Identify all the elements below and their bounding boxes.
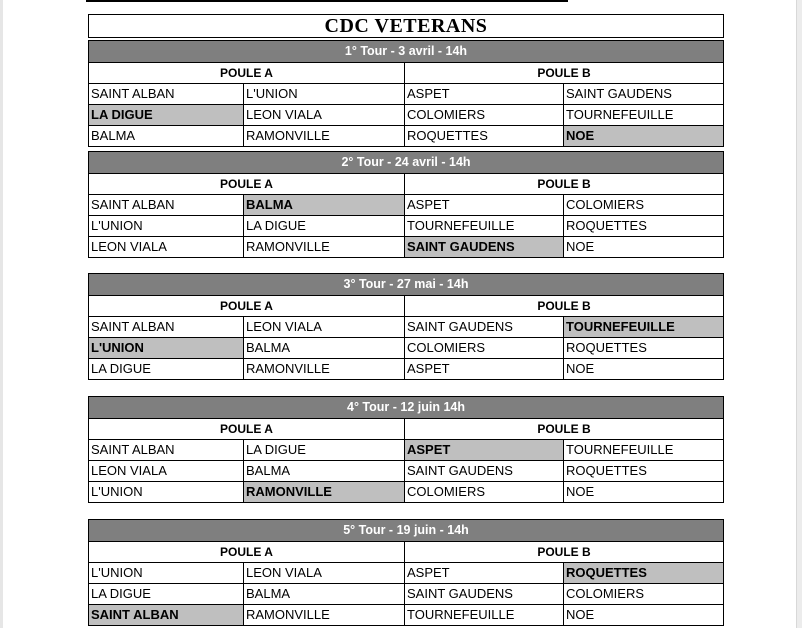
match-row — [89, 84, 723, 105]
match-row — [89, 440, 723, 461]
round-table — [88, 396, 724, 503]
match-row — [89, 195, 723, 216]
team-cell: LEON VIALA — [89, 461, 244, 481]
team-cell: BALMA — [244, 584, 405, 604]
team-cell: SAINT ALBAN — [89, 195, 244, 215]
match-row — [89, 126, 723, 146]
poule-a-label: POULE A — [89, 419, 405, 439]
document-title: CDC VETERANS — [88, 14, 724, 38]
round-header: 4° Tour - 12 juin 14h — [89, 397, 723, 419]
team-cell: BALMA — [89, 126, 244, 146]
match-row — [89, 338, 723, 359]
team-cell: NOE — [566, 239, 595, 254]
team-cell: BALMA — [244, 338, 405, 358]
team-cell: COLOMIERS — [405, 482, 564, 502]
match-row — [89, 563, 723, 584]
team-cell: COLOMIERS — [405, 105, 564, 125]
team-cell: COLOMIERS — [566, 586, 645, 601]
round-header: 2° Tour - 24 avril - 14h — [89, 152, 723, 174]
team-cell: ASPET — [405, 195, 564, 215]
team-cell: ROQUETTES — [566, 218, 647, 233]
team-cell: NOE — [566, 607, 595, 622]
team-cell: ASPET — [405, 563, 564, 583]
team-cell: SAINT ALBAN — [89, 84, 244, 104]
team-cell: TOURNEFEUILLE — [405, 605, 564, 625]
team-cell: L'UNION — [89, 482, 244, 502]
poule-b-label: POULE B — [537, 66, 591, 80]
team-cell: ASPET — [405, 359, 564, 379]
team-cell: LA DIGUE — [89, 584, 244, 604]
team-cell: NOE — [566, 361, 595, 376]
match-row — [89, 105, 723, 126]
team-cell: SAINT GAUDENS — [405, 317, 564, 337]
poule-b-label: POULE B — [537, 177, 591, 191]
team-cell: LEON VIALA — [89, 237, 244, 257]
poule-b-label: POULE B — [537, 545, 591, 559]
poule-header-row — [89, 419, 723, 440]
page-top-rule — [86, 0, 568, 2]
poule-b-label: POULE B — [537, 299, 591, 313]
team-cell: COLOMIERS — [405, 338, 564, 358]
poule-header-row — [89, 542, 723, 563]
round-table — [88, 151, 724, 258]
poule-a-label: POULE A — [89, 296, 405, 316]
poule-header-row — [89, 174, 723, 195]
team-cell: SAINT GAUDENS — [405, 584, 564, 604]
match-row — [89, 605, 723, 625]
match-row — [89, 359, 723, 379]
team-cell: NOE — [566, 484, 595, 499]
host-team-cell: NOE — [564, 126, 723, 146]
team-cell: ASPET — [405, 84, 564, 104]
host-team-cell: ASPET — [405, 440, 564, 460]
poule-a-label: POULE A — [89, 542, 405, 562]
poule-b-label: POULE B — [537, 422, 591, 436]
round-header: 1° Tour - 3 avril - 14h — [89, 41, 723, 63]
host-team-cell: ROQUETTES — [564, 563, 723, 583]
team-cell: L'UNION — [89, 563, 244, 583]
poule-header-row — [89, 296, 723, 317]
host-team-cell: L'UNION — [89, 338, 244, 358]
host-team-cell: BALMA — [244, 195, 405, 215]
team-cell: SAINT GAUDENS — [405, 461, 564, 481]
team-cell: LA DIGUE — [89, 359, 244, 379]
team-cell: LEON VIALA — [244, 105, 405, 125]
team-cell: L'UNION — [244, 84, 405, 104]
match-row — [89, 461, 723, 482]
team-cell: SAINT ALBAN — [89, 317, 244, 337]
poule-a-label: POULE A — [89, 174, 405, 194]
viewer-left-edge — [0, 0, 3, 628]
host-team-cell: SAINT GAUDENS — [405, 237, 564, 257]
team-cell: SAINT ALBAN — [89, 440, 244, 460]
team-cell: RAMONVILLE — [244, 359, 405, 379]
host-team-cell: TOURNEFEUILLE — [564, 317, 723, 337]
team-cell: LA DIGUE — [244, 216, 405, 236]
team-cell: ROQUETTES — [566, 340, 647, 355]
match-row — [89, 317, 723, 338]
team-cell: ROQUETTES — [566, 463, 647, 478]
viewer-scrollbar[interactable] — [796, 0, 802, 628]
team-cell: RAMONVILLE — [244, 605, 405, 625]
host-team-cell: LA DIGUE — [89, 105, 244, 125]
match-row — [89, 216, 723, 237]
team-cell: SAINT GAUDENS — [566, 86, 672, 101]
team-cell: RAMONVILLE — [244, 126, 405, 146]
round-table — [88, 273, 724, 380]
team-cell: LA DIGUE — [244, 440, 405, 460]
team-cell: LEON VIALA — [244, 563, 405, 583]
team-cell: TOURNEFEUILLE — [405, 216, 564, 236]
team-cell: BALMA — [244, 461, 405, 481]
host-team-cell: SAINT ALBAN — [89, 605, 244, 625]
host-team-cell: RAMONVILLE — [244, 482, 405, 502]
team-cell: L'UNION — [89, 216, 244, 236]
round-table — [88, 519, 724, 626]
match-row — [89, 237, 723, 257]
round-table — [88, 40, 724, 147]
team-cell: LEON VIALA — [244, 317, 405, 337]
team-cell: ROQUETTES — [405, 126, 564, 146]
poule-header-row — [89, 63, 723, 84]
team-cell: RAMONVILLE — [244, 237, 405, 257]
match-row — [89, 482, 723, 502]
team-cell: COLOMIERS — [566, 197, 645, 212]
round-header: 3° Tour - 27 mai - 14h — [89, 274, 723, 296]
poule-a-label: POULE A — [89, 63, 405, 83]
match-row — [89, 584, 723, 605]
team-cell: TOURNEFEUILLE — [566, 107, 674, 122]
team-cell: TOURNEFEUILLE — [566, 442, 674, 457]
round-header: 5° Tour - 19 juin - 14h — [89, 520, 723, 542]
